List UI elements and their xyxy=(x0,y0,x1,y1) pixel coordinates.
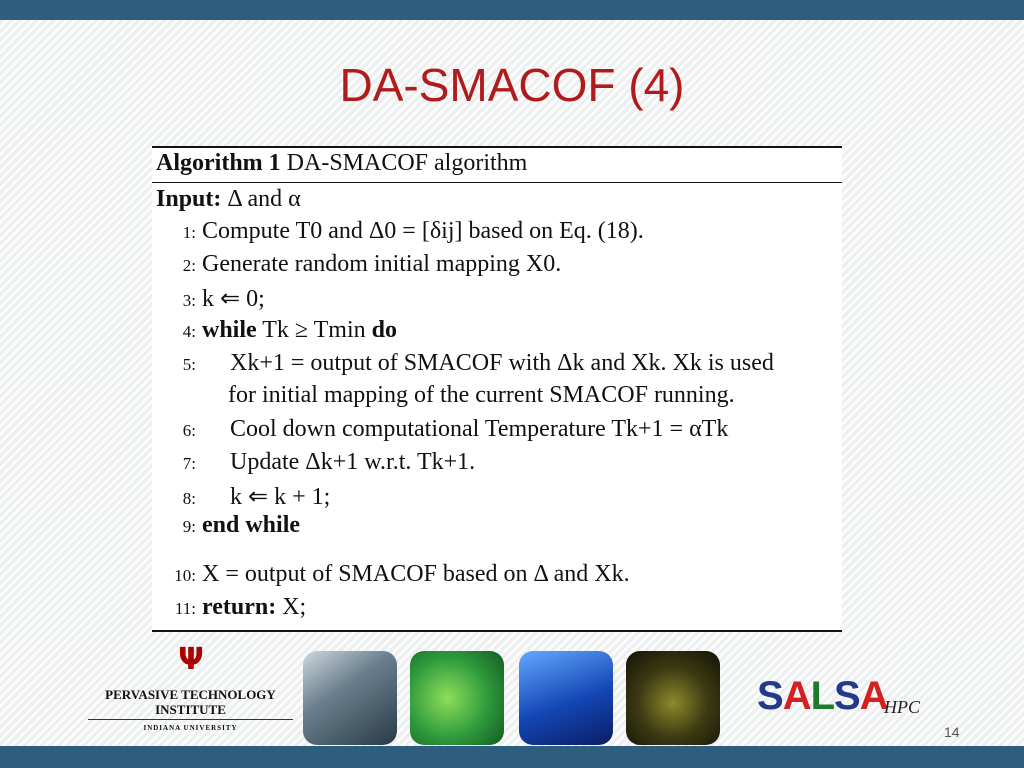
algorithm-line-11 xyxy=(156,594,306,621)
line-number: 8: xyxy=(182,489,196,508)
algorithm-box xyxy=(152,146,842,632)
line-number: 4: xyxy=(182,322,196,341)
pti-logo xyxy=(88,642,293,745)
top-banner xyxy=(0,0,1024,20)
line-text: X; xyxy=(282,594,307,620)
line-text: Generate random initial mapping X0. xyxy=(202,251,562,277)
binary-digits-thumbnail xyxy=(519,651,613,745)
keyword-while: while xyxy=(202,317,257,343)
algorithm-line-7 xyxy=(156,449,475,476)
line-text: k ⇐ k + 1; xyxy=(230,484,331,510)
page-number: 14 xyxy=(944,724,960,740)
input-text: Δ and α xyxy=(227,186,301,212)
line-number: 7: xyxy=(182,454,196,473)
slide-title: DA-SMACOF (4) xyxy=(339,59,685,111)
algorithm-line-2 xyxy=(156,251,561,278)
algorithm-line-6 xyxy=(156,416,728,443)
line-text: Compute T0 and Δ0 = [δij] based on Eq. (18). xyxy=(202,218,644,244)
line-number: 2: xyxy=(182,256,196,275)
org-line-2: INSTITUTE xyxy=(155,702,226,717)
line-text: Cool down computational Temperature Tk+1 = αTk xyxy=(230,416,729,442)
line-text: X = output of SMACOF based on Δ and Xk. xyxy=(202,561,630,587)
algorithm-line-8 xyxy=(156,482,330,511)
algorithm-line-9 xyxy=(156,512,300,539)
algorithm-line-5 xyxy=(156,350,774,377)
line-number: 3: xyxy=(182,291,196,310)
algorithm-line-5-continued: for initial mapping of the current SMACOF running. xyxy=(228,382,735,408)
keyword-return: return: xyxy=(202,594,277,620)
input-label: Input: xyxy=(156,186,222,212)
line-text: Update Δk+1 w.r.t. Tk+1. xyxy=(230,449,476,475)
network-map-thumbnail xyxy=(626,651,720,745)
line-number: 6: xyxy=(182,421,196,440)
iu-trident-icon: Ψ xyxy=(178,642,204,677)
algorithm-line-4 xyxy=(156,317,397,344)
algorithm-label: Algorithm 1 xyxy=(156,150,281,176)
line-text: Xk+1 = output of SMACOF with Δk and Xk. Xk is used xyxy=(230,350,774,376)
top-rule xyxy=(152,146,842,148)
org-line-1: PERVASIVE TECHNOLOGY xyxy=(105,687,276,702)
algorithm-name: DA-SMACOF algorithm xyxy=(286,150,528,176)
line-number: 9: xyxy=(182,517,196,536)
algorithm-line-3 xyxy=(156,284,265,313)
keyword-do: do xyxy=(371,317,398,343)
algorithm-line-1 xyxy=(156,218,644,245)
salsa-logo: SALSA xyxy=(757,674,888,718)
bottom-banner xyxy=(0,746,1024,768)
salsa-hpc-suffix: HPC xyxy=(884,697,920,717)
header-rule xyxy=(152,182,842,183)
algorithm-line-10 xyxy=(156,561,630,588)
input-line xyxy=(156,186,301,213)
bottom-rule xyxy=(152,630,842,632)
line-text: k ⇐ 0; xyxy=(202,286,265,312)
org-line-3: INDIANA UNIVERSITY xyxy=(143,724,238,732)
keyword-end-while: end while xyxy=(202,512,301,538)
computer-screen-thumbnail xyxy=(303,651,397,745)
line-number: 1: xyxy=(182,223,196,242)
line-text: Tk ≥ Tmin xyxy=(262,317,366,343)
circuit-board-thumbnail xyxy=(410,651,504,745)
line-number: 10: xyxy=(174,566,196,585)
org-divider xyxy=(88,719,293,720)
algorithm-header xyxy=(156,150,527,177)
line-number: 11: xyxy=(174,599,196,618)
line-number: 5: xyxy=(182,355,196,374)
